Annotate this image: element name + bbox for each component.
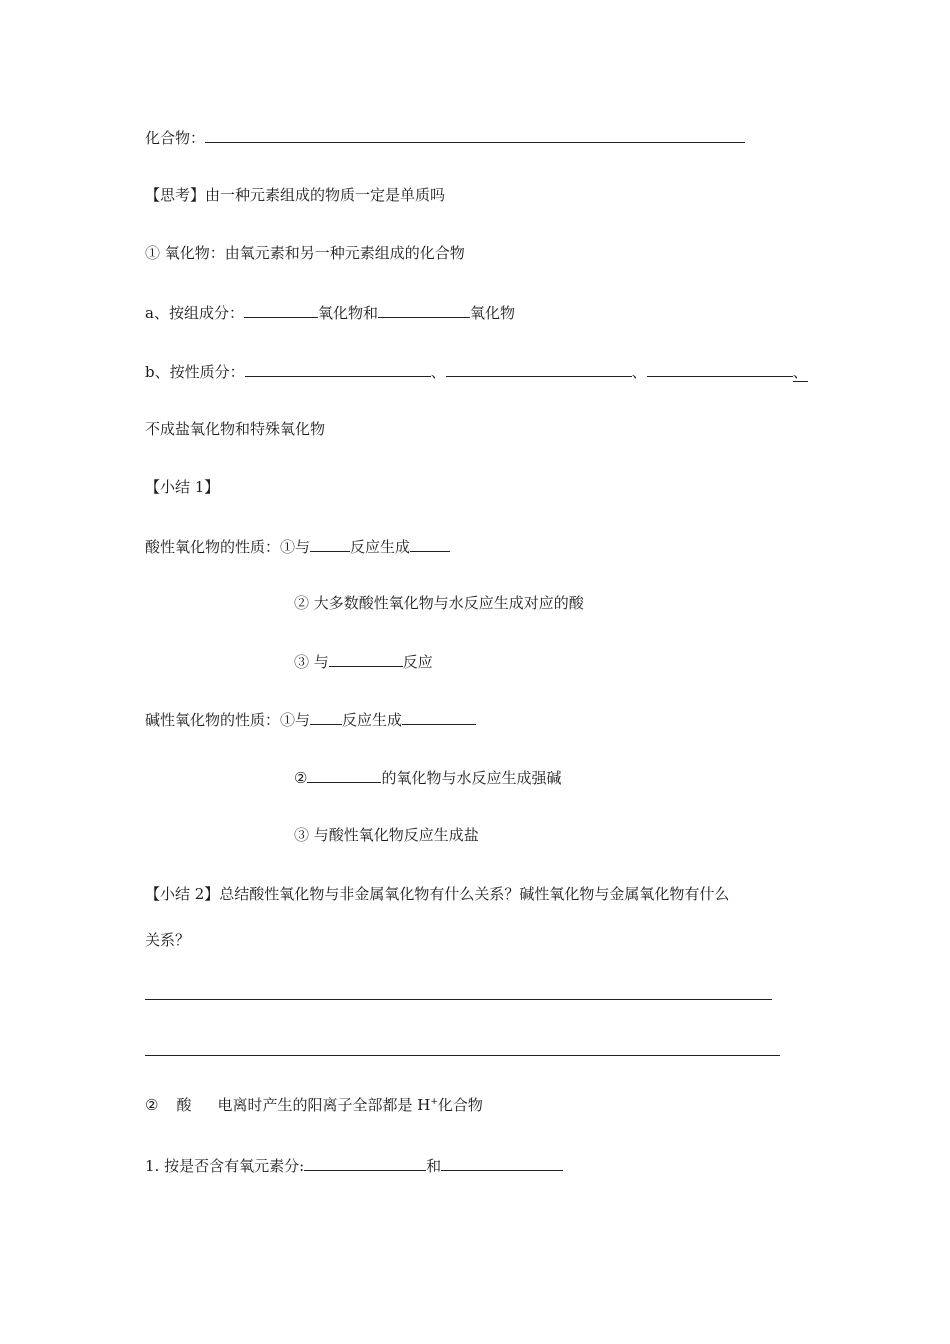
basic-label: 碱性氧化物的性质：	[145, 711, 281, 729]
composition-line	[145, 302, 515, 323]
property-sep-2: 、	[631, 363, 647, 381]
basic-p1-blank-1[interactable]	[310, 709, 342, 725]
answer-line-2[interactable]	[145, 1055, 780, 1056]
classification-blank-1[interactable]	[304, 1155, 426, 1171]
property-sep-1: 、	[430, 363, 446, 381]
composition-blank-2[interactable]	[378, 302, 470, 318]
basic-property-2	[294, 767, 561, 788]
property-prefix: b、按性质分：	[145, 363, 245, 381]
acidic-p1-blank-1[interactable]	[310, 536, 350, 552]
basic-p1-blank-2[interactable]	[402, 709, 476, 725]
property-blank-1[interactable]	[245, 361, 431, 377]
classification-prefix: 1. 按是否含有氧元素分:	[145, 1157, 305, 1175]
summary-2-line-1: 【小结 2】总结酸性氧化物与非金属氧化物有什么关系？碱性氧化物与金属氧化物有什么	[145, 885, 730, 903]
classification-blank-2[interactable]	[441, 1155, 563, 1171]
property-tail: 不成盐氧化物和特殊氧化物	[145, 420, 326, 438]
composition-blank-1[interactable]	[244, 302, 318, 318]
acid-definition	[145, 1095, 483, 1115]
summary-2-line-2: 关系？	[145, 931, 191, 949]
acidic-label: 酸性氧化物的性质：	[145, 538, 281, 556]
acidic-property-3	[294, 651, 433, 672]
think-question: 【思考】由一种元素组成的物质一定是单质吗	[145, 186, 446, 204]
acidic-p3-text-a: ③ 与	[294, 653, 329, 671]
oxygen-classification-line	[145, 1155, 563, 1176]
acid-def-text-2: 化合物	[437, 1096, 483, 1114]
acidic-p3-blank[interactable]	[329, 651, 403, 667]
acidic-p1-text-b: 反应生成	[350, 538, 411, 556]
property-sep-3: 、	[792, 363, 808, 381]
basic-p1-text-b: 反应生成	[342, 711, 403, 729]
oxide-definition: ① 氧化物：由氧元素和另一种元素组成的化合物	[145, 244, 465, 262]
composition-mid: 氧化物和	[317, 304, 378, 322]
classification-mid: 和	[426, 1157, 442, 1175]
compound-line	[145, 127, 745, 148]
basic-property-3: ③ 与酸性氧化物反应生成盐	[294, 826, 479, 844]
property-blank-3[interactable]	[647, 361, 793, 377]
acid-def-text: 电离时产生的阳离子全部都是 H	[217, 1096, 431, 1114]
summary-1-heading: 【小结 1】	[145, 478, 220, 496]
acid-def-superscript: +	[430, 1097, 438, 1107]
acidic-p3-text-b: 反应	[402, 653, 433, 671]
acid-def-number: ②	[145, 1096, 159, 1114]
basic-p2-blank[interactable]	[307, 767, 381, 783]
acidic-property-2: ② 大多数酸性氧化物与水反应生成对应的酸	[294, 594, 584, 612]
basic-property-1	[145, 709, 476, 730]
acidic-p1-text-a: ①与	[280, 538, 311, 556]
composition-end: 氧化物	[469, 304, 515, 322]
basic-p1-text-a: ①与	[280, 711, 311, 729]
compound-label: 化合物：	[145, 129, 206, 147]
acidic-p1-blank-2[interactable]	[410, 536, 450, 552]
property-line	[145, 361, 808, 382]
property-blank-2[interactable]	[446, 361, 632, 377]
basic-p2-text-b: 的氧化物与水反应生成强碱	[381, 769, 562, 787]
answer-line-1[interactable]	[145, 999, 772, 1000]
compound-blank[interactable]	[205, 127, 745, 143]
acidic-property-1	[145, 536, 450, 557]
composition-prefix: a、按组成分：	[145, 304, 244, 322]
basic-p2-text-a: ②	[294, 769, 308, 787]
acid-def-word: 酸	[176, 1096, 192, 1114]
